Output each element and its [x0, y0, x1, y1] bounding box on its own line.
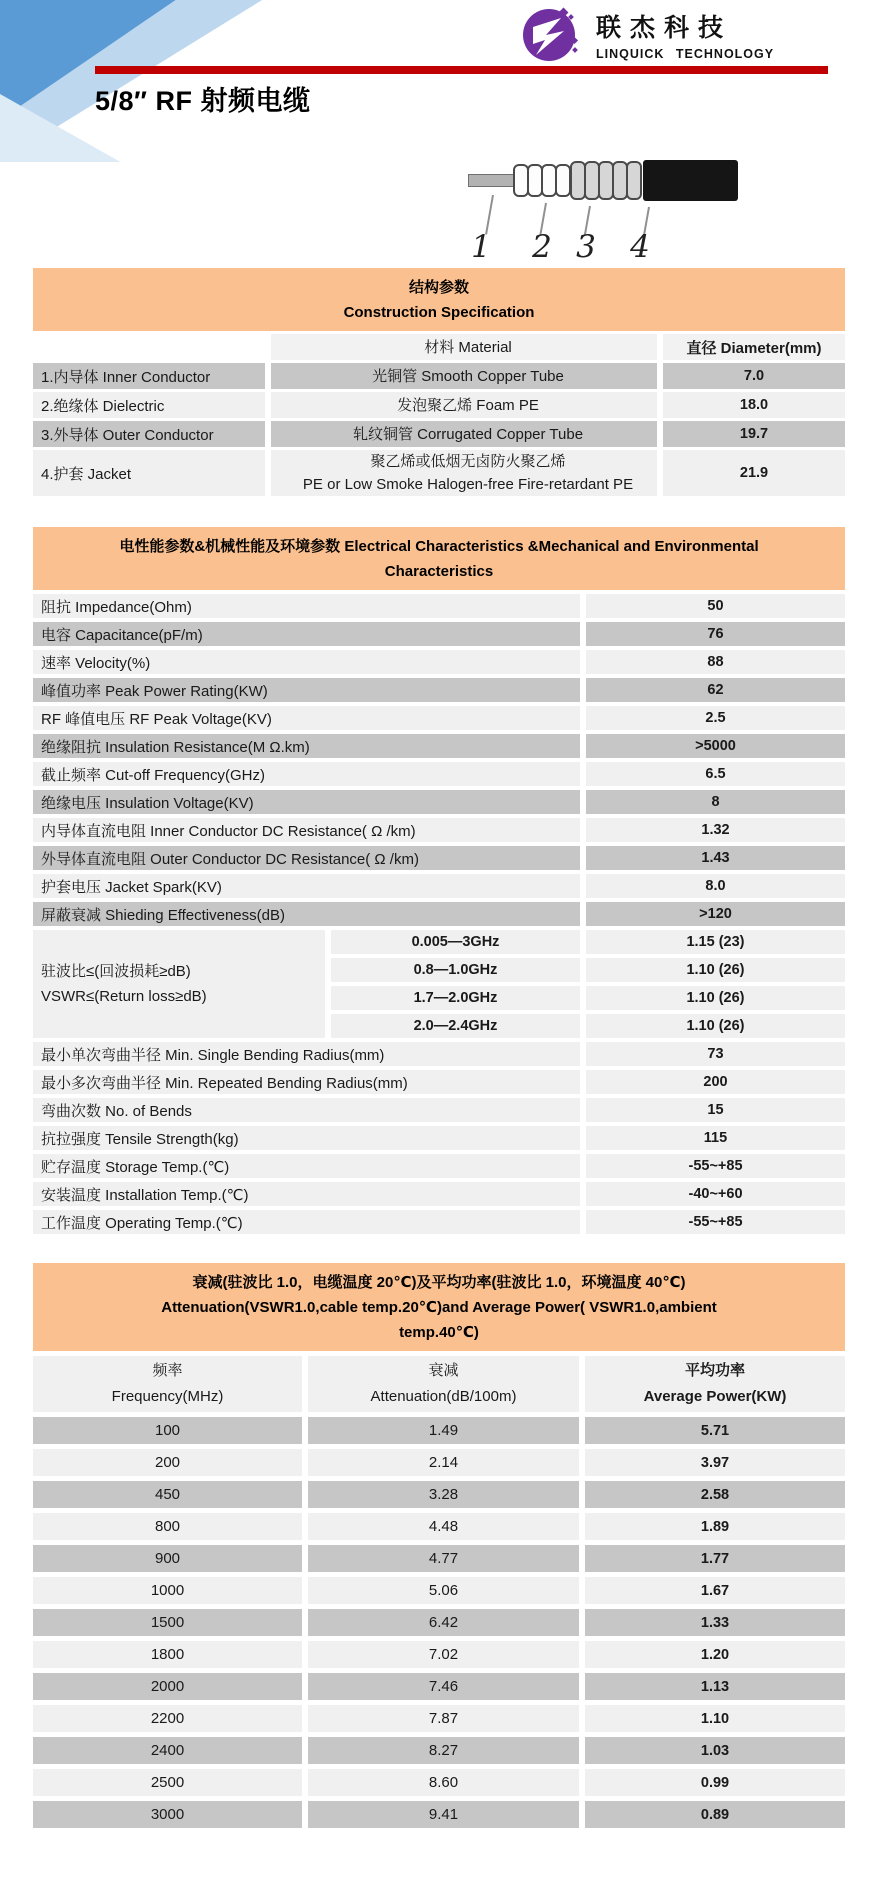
- attenuation-row: [33, 1737, 845, 1764]
- part-number-label: 2: [532, 229, 552, 265]
- parameter-value: 8: [586, 790, 845, 814]
- attenuation-row: [33, 1801, 845, 1828]
- parameter-label: 峰值功率 Peak Power Rating(KW): [33, 678, 580, 702]
- part-number-label: 1: [471, 229, 491, 265]
- avg-power-value: 3.97: [585, 1449, 845, 1476]
- cable-jacket: [643, 160, 738, 201]
- construction-title-en: Construction Specification: [343, 304, 535, 321]
- red-divider: [95, 66, 828, 74]
- frequency-header-cn: 频率: [152, 1362, 183, 1379]
- parameter-row: [33, 1210, 845, 1234]
- band-frequency-range: 1.7—2.0GHz: [331, 986, 580, 1010]
- parameter-row: [33, 818, 845, 842]
- attenuation-rows: [33, 1417, 845, 1828]
- parameter-row: [33, 846, 845, 870]
- avg-power-value: 1.13: [585, 1673, 845, 1700]
- parameter-label: 阻抗 Impedance(Ohm): [33, 594, 580, 618]
- electrical-title-line1: 电性能参数&机械性能及环境参数 Electrical Characteristics &Mechanical and Environmental: [119, 538, 759, 555]
- attenuation-value: 1.49: [308, 1417, 579, 1444]
- parameter-label: 安装温度 Installation Temp.(℃): [33, 1182, 580, 1206]
- attenuation-row: [33, 1641, 845, 1668]
- attenuation-value: 9.41: [308, 1801, 579, 1828]
- electrical-title-line2: Characteristics: [384, 563, 494, 580]
- avg-power-header-cn: 平均功率: [684, 1362, 745, 1379]
- frequency-value: 2500: [33, 1769, 302, 1796]
- parameter-label: 贮存温度 Storage Temp.(℃): [33, 1154, 580, 1178]
- attenuation-table: [33, 1263, 845, 1828]
- band-value: 1.10 (26): [586, 1014, 845, 1038]
- parameter-label: 内导体直流电阻 Inner Conductor DC Resistance( Ω /km): [33, 818, 580, 842]
- parameter-row: [33, 706, 845, 730]
- material-line: 发泡聚乙烯 Foam PE: [397, 396, 539, 414]
- attenuation-value: 8.27: [308, 1737, 579, 1764]
- part-material: [271, 392, 657, 418]
- avg-power-value: 1.03: [585, 1737, 845, 1764]
- parameter-label: 截止频率 Cut-off Frequency(GHz): [33, 762, 580, 786]
- parameter-value: 88: [586, 650, 845, 674]
- parameter-label: 最小多次弯曲半径 Min. Repeated Bending Radius(mm): [33, 1070, 580, 1094]
- frequency-value: 800: [33, 1513, 302, 1540]
- cable-outer-conductor: [572, 161, 642, 200]
- material-line: PE or Low Smoke Halogen-free Fire-retardant PE: [302, 476, 634, 493]
- attenuation-row: [33, 1417, 845, 1444]
- parameter-row: [33, 1126, 845, 1150]
- parameter-value: 200: [586, 1070, 845, 1094]
- company-name-en: LINQUICK TECHNOLOGY: [596, 46, 775, 61]
- parameter-row: [33, 650, 845, 674]
- attenuation-value: 7.87: [308, 1705, 579, 1732]
- attenuation-row: [33, 1545, 845, 1572]
- parameter-row: [33, 790, 845, 814]
- electrical-table: [33, 527, 845, 1234]
- parameter-value: >5000: [586, 734, 845, 758]
- parameter-value: 8.0: [586, 874, 845, 898]
- parameter-label: 最小单次弯曲半径 Min. Single Bending Radius(mm): [33, 1042, 580, 1066]
- attenuation-row: [33, 1577, 845, 1604]
- parameter-value: 73: [586, 1042, 845, 1066]
- avg-power-value: 1.20: [585, 1641, 845, 1668]
- cable-diagram: [0, 125, 895, 270]
- attenuation-header-en: Attenuation(dB/100m): [370, 1388, 517, 1405]
- parameter-value: -40~+60: [586, 1182, 845, 1206]
- avg-power-value: 0.89: [585, 1801, 845, 1828]
- attenuation-row: [33, 1481, 845, 1508]
- parameter-label: 绝缘电压 Insulation Voltage(KV): [33, 790, 580, 814]
- parameter-label: RF 峰值电压 RF Peak Voltage(KV): [33, 706, 580, 730]
- avg-power-header-en: Average Power(KW): [643, 1388, 787, 1405]
- construction-rows: [33, 363, 845, 496]
- attenuation-title-line3: temp.40℃): [399, 1324, 479, 1341]
- material-line: 轧纹铜管 Corrugated Copper Tube: [352, 425, 584, 443]
- diameter-column-header: 直径 Diameter(mm): [663, 334, 845, 360]
- attenuation-value: 2.14: [308, 1449, 579, 1476]
- parameter-value: 15: [586, 1098, 845, 1122]
- band-frequency-range: 0.8—1.0GHz: [331, 958, 580, 982]
- part-diameter: 18.0: [663, 392, 845, 418]
- company-name-cn: 联杰科技: [596, 13, 733, 42]
- attenuation-row: [33, 1609, 845, 1636]
- cable-dielectric: [515, 164, 571, 197]
- frequency-header-en: Frequency(MHz): [111, 1388, 224, 1405]
- parameter-label: 外导体直流电阻 Outer Conductor DC Resistance( Ω /km): [33, 846, 580, 870]
- parameter-value: >120: [586, 902, 845, 926]
- parameter-row: [33, 1098, 845, 1122]
- attenuation-section-header: [33, 1263, 845, 1351]
- parameter-row: [33, 1070, 845, 1094]
- electrical-param-rows: [33, 594, 845, 926]
- parameter-label: 电容 Capacitance(pF/m): [33, 622, 580, 646]
- attenuation-row: [33, 1449, 845, 1476]
- frequency-value: 2200: [33, 1705, 302, 1732]
- parameter-row: [33, 902, 845, 926]
- attenuation-value: 5.06: [308, 1577, 579, 1604]
- parameter-value: 2.5: [586, 706, 845, 730]
- part-name: 4.护套 Jacket: [33, 450, 265, 496]
- band-frequency-range: 2.0—2.4GHz: [331, 1014, 580, 1038]
- page-title: 5/8″ RF 射频电缆: [95, 86, 311, 116]
- attenuation-header-cn: 衰减: [428, 1362, 459, 1379]
- attenuation-column-header: [33, 1356, 845, 1412]
- vswr-band-row: [331, 1014, 845, 1038]
- construction-title-cn: 结构参数: [408, 279, 469, 296]
- band-value: 1.10 (26): [586, 958, 845, 982]
- construction-row: [33, 421, 845, 447]
- attenuation-value: 6.42: [308, 1609, 579, 1636]
- linquick-logo-icon: [522, 2, 586, 66]
- parameter-label: 弯曲次数 No. of Bends: [33, 1098, 580, 1122]
- attenuation-value: 7.46: [308, 1673, 579, 1700]
- avg-power-value: 0.99: [585, 1769, 845, 1796]
- electrical-section-header: [33, 527, 845, 590]
- frequency-value: 1500: [33, 1609, 302, 1636]
- band-value: 1.15 (23): [586, 930, 845, 954]
- parameter-label: 屏蔽衰减 Shieding Effectiveness(dB): [33, 902, 580, 926]
- attenuation-title-line2: Attenuation(VSWR1.0,cable temp.20℃)and Average Power( VSWR1.0,ambient: [161, 1299, 717, 1316]
- frequency-value: 2400: [33, 1737, 302, 1764]
- material-line: 光铜管 Smooth Copper Tube: [372, 367, 564, 385]
- attenuation-row: [33, 1769, 845, 1796]
- part-name: 1.内导体 Inner Conductor: [33, 363, 265, 389]
- parameter-row: [33, 678, 845, 702]
- frequency-value: 200: [33, 1449, 302, 1476]
- vswr-band-row: [331, 958, 845, 982]
- avg-power-value: 1.10: [585, 1705, 845, 1732]
- band-frequency-range: 0.005—3GHz: [331, 930, 580, 954]
- construction-row: [33, 450, 845, 496]
- parameter-value: 115: [586, 1126, 845, 1150]
- frequency-column-header: [33, 1356, 302, 1412]
- parameter-label: 工作温度 Operating Temp.(℃): [33, 1210, 580, 1234]
- material-column-header: 材料 Material: [271, 334, 657, 360]
- parameter-label: 抗拉强度 Tensile Strength(kg): [33, 1126, 580, 1150]
- part-number-label: 4: [630, 229, 650, 265]
- parameter-value: 6.5: [586, 762, 845, 786]
- vswr-band-row: [331, 986, 845, 1010]
- construction-column-header: [33, 334, 845, 360]
- part-number-label: 3: [576, 229, 596, 265]
- parameter-value: 1.43: [586, 846, 845, 870]
- frequency-value: 100: [33, 1417, 302, 1444]
- parameter-row: [33, 874, 845, 898]
- parameter-value: 50: [586, 594, 845, 618]
- frequency-value: 1800: [33, 1641, 302, 1668]
- parameter-label: 速率 Velocity(%): [33, 650, 580, 674]
- parameter-row: [33, 1042, 845, 1066]
- vswr-label-cn: 驻波比≤(回波损耗≥dB): [41, 963, 191, 980]
- parameter-label: 护套电压 Jacket Spark(KV): [33, 874, 580, 898]
- frequency-value: 3000: [33, 1801, 302, 1828]
- construction-table: [33, 268, 845, 496]
- band-value: 1.10 (26): [586, 986, 845, 1010]
- avg-power-value: 1.67: [585, 1577, 845, 1604]
- company-logo: [522, 2, 774, 66]
- avg-power-value: 5.71: [585, 1417, 845, 1444]
- attenuation-row: [33, 1513, 845, 1540]
- parameter-row: [33, 1154, 845, 1178]
- vswr-block: [33, 930, 845, 1038]
- parameter-value: -55~+85: [586, 1210, 845, 1234]
- parameter-value: -55~+85: [586, 1154, 845, 1178]
- parameter-row: [33, 1182, 845, 1206]
- parameter-value: 62: [586, 678, 845, 702]
- frequency-value: 450: [33, 1481, 302, 1508]
- attenuation-value: 4.48: [308, 1513, 579, 1540]
- part-diameter: 19.7: [663, 421, 845, 447]
- attenuation-value: 3.28: [308, 1481, 579, 1508]
- part-name: 2.绝缘体 Dielectric: [33, 392, 265, 418]
- part-diameter: 7.0: [663, 363, 845, 389]
- attenuation-value: 4.77: [308, 1545, 579, 1572]
- vswr-band-rows: [331, 930, 845, 1038]
- parameter-value: 76: [586, 622, 845, 646]
- frequency-value: 1000: [33, 1577, 302, 1604]
- company-name: [596, 8, 774, 61]
- parameter-row: [33, 594, 845, 618]
- part-material: [271, 421, 657, 447]
- construction-row: [33, 392, 845, 418]
- parameter-row: [33, 734, 845, 758]
- vswr-label: [33, 930, 325, 1038]
- mechanical-param-rows: [33, 1042, 845, 1234]
- construction-section-header: [33, 268, 845, 331]
- avg-power-value: 1.33: [585, 1609, 845, 1636]
- parameter-row: [33, 622, 845, 646]
- frequency-value: 900: [33, 1545, 302, 1572]
- avg-power-column-header: [585, 1356, 845, 1412]
- construction-row: [33, 363, 845, 389]
- part-material: [271, 450, 657, 496]
- blank-header-cell: [33, 334, 265, 360]
- attenuation-column-header-cell: [308, 1356, 579, 1412]
- avg-power-value: 1.89: [585, 1513, 845, 1540]
- vswr-band-row: [331, 930, 845, 954]
- attenuation-row: [33, 1705, 845, 1732]
- attenuation-value: 7.02: [308, 1641, 579, 1668]
- attenuation-row: [33, 1673, 845, 1700]
- part-name: 3.外导体 Outer Conductor: [33, 421, 265, 447]
- part-diameter: 21.9: [663, 450, 845, 496]
- material-line: 聚乙烯或低烟无卤防火聚乙烯: [370, 453, 566, 470]
- vswr-label-en: VSWR≤(Return loss≥dB): [41, 988, 207, 1005]
- part-material: [271, 363, 657, 389]
- avg-power-value: 1.77: [585, 1545, 845, 1572]
- parameter-label: 绝缘阻抗 Insulation Resistance(M Ω.km): [33, 734, 580, 758]
- frequency-value: 2000: [33, 1673, 302, 1700]
- parameter-value: 1.32: [586, 818, 845, 842]
- avg-power-value: 2.58: [585, 1481, 845, 1508]
- attenuation-title-line1: 衰减(驻波比 1.0，电缆温度 20℃)及平均功率(驻波比 1.0，环境温度 40℃): [192, 1274, 686, 1291]
- parameter-row: [33, 762, 845, 786]
- attenuation-value: 8.60: [308, 1769, 579, 1796]
